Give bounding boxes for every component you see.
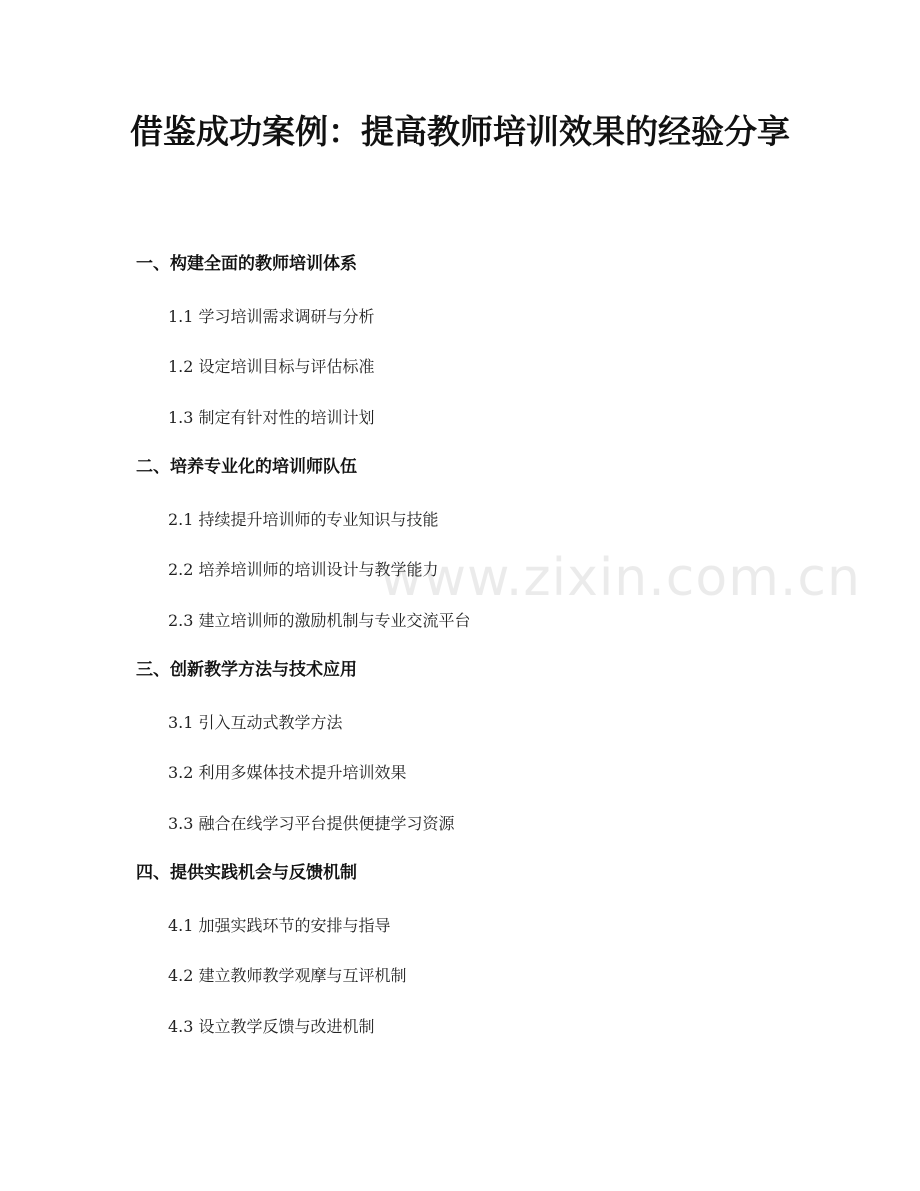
section-heading-1: 一、构建全面的教师培训体系 <box>136 254 357 274</box>
outline-item-4-1: 4.1 加强实践环节的安排与指导 <box>168 916 391 935</box>
outline-item-1-1: 1.1 学习培训需求调研与分析 <box>168 307 375 326</box>
outline-item-2-3: 2.3 建立培训师的激励机制与专业交流平台 <box>168 611 471 630</box>
outline-item-1-3: 1.3 制定有针对性的培训计划 <box>168 408 375 427</box>
document-title: 借鉴成功案例：提高教师培训效果的经验分享 <box>130 112 790 151</box>
outline-item-4-3: 4.3 设立教学反馈与改进机制 <box>168 1017 375 1036</box>
watermark: www.zixin.com.cn <box>380 548 861 608</box>
outline-item-1-2: 1.2 设定培训目标与评估标准 <box>168 357 375 376</box>
outline-item-3-1: 3.1 引入互动式教学方法 <box>168 713 343 732</box>
outline-item-3-2: 3.2 利用多媒体技术提升培训效果 <box>168 763 407 782</box>
section-heading-2: 二、培养专业化的培训师队伍 <box>136 457 357 477</box>
outline-item-4-2: 4.2 建立教师教学观摩与互评机制 <box>168 966 407 985</box>
section-heading-4: 四、提供实践机会与反馈机制 <box>136 863 357 883</box>
section-heading-3: 三、创新教学方法与技术应用 <box>136 660 357 680</box>
outline-item-2-1: 2.1 持续提升培训师的专业知识与技能 <box>168 510 439 529</box>
outline-item-3-3: 3.3 融合在线学习平台提供便捷学习资源 <box>168 814 455 833</box>
outline-item-2-2: 2.2 培养培训师的培训设计与教学能力 <box>168 560 439 579</box>
